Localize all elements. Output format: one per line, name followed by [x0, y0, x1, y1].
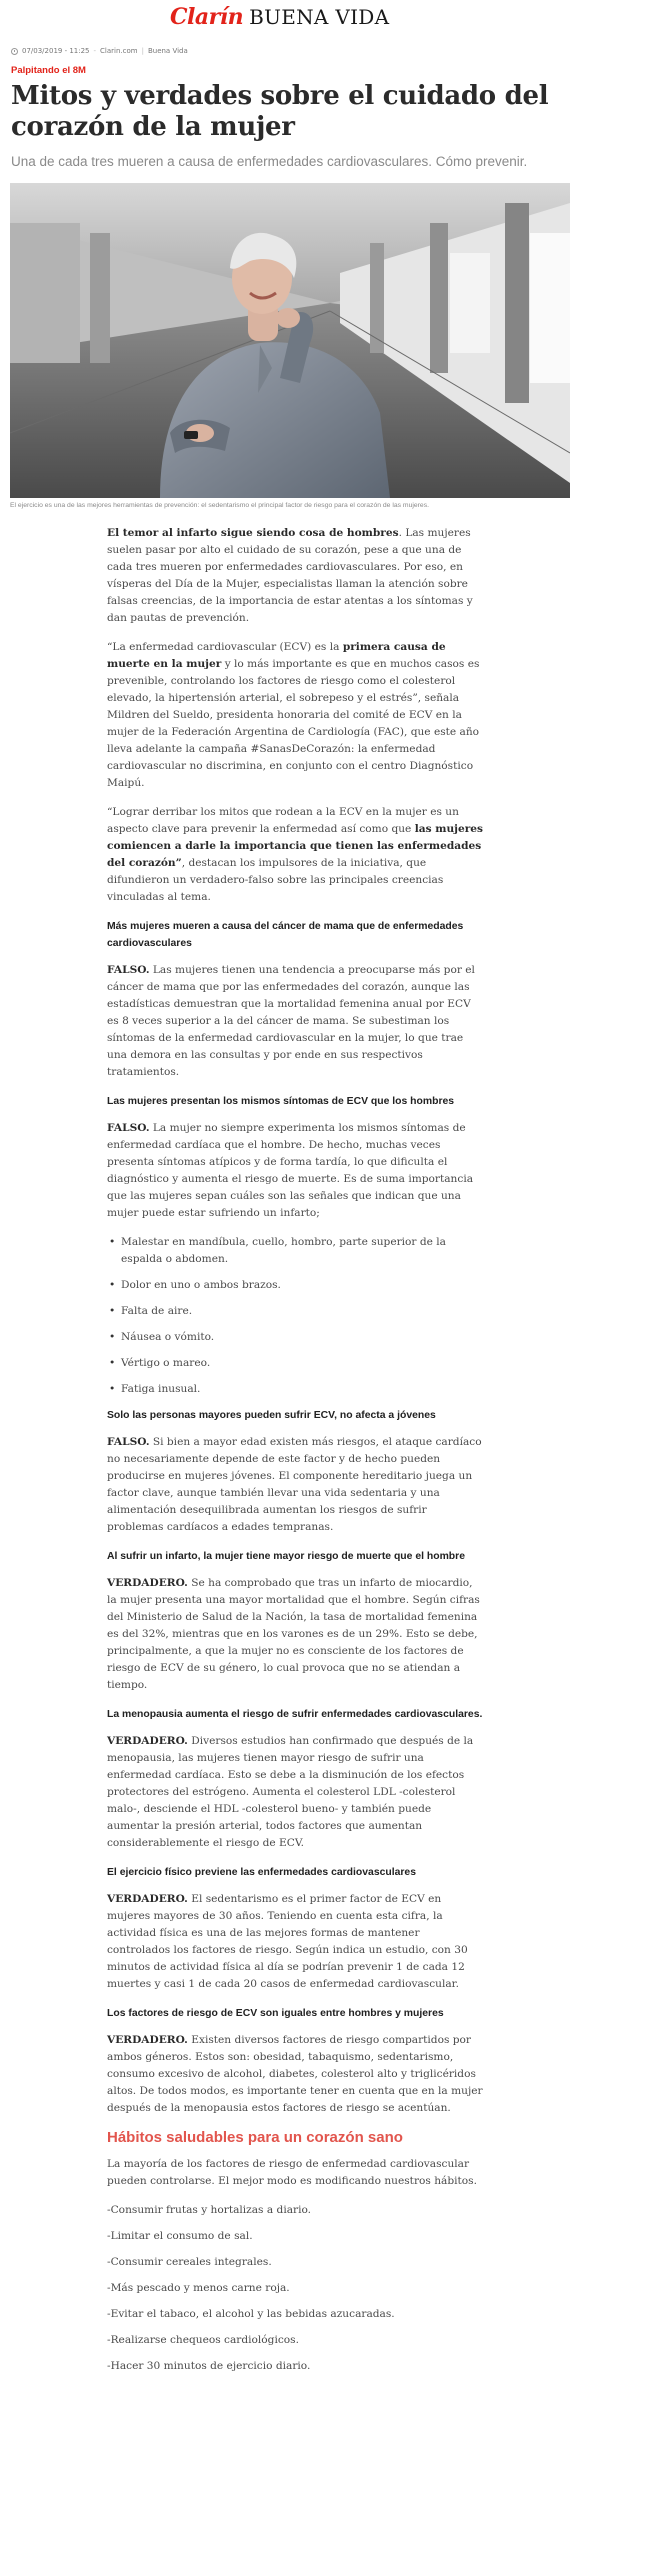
myth-paragraph: VERDADERO. Se ha comprobado que tras un infarto de miocardio, la mujer presenta una mayor mortalidad que el hombre. Según cifras del Ministerio de Salud de la Nación, la tasa de mortalidad femenina es del 32%, mientras que en los varones es de un 29%. Esto se debe, principalmente, a que la mujer no es consciente de los factores de riesgo de ECV de su género, lo cual provoca que no se atiendan a tiempo.: [107, 1577, 480, 1691]
myth-heading: La menopausia aumenta el riesgo de sufrir enfermedades cardiovasculares.: [107, 1709, 483, 1720]
habits-intro: La mayoría de los factores de riesgo de enfermedad cardiovascular pueden controlarse. El mejor modo es modificando nuestros hábitos.: [107, 2158, 477, 2187]
list-item: • Vértigo o mareo.: [107, 1355, 485, 1372]
intro-paragraph-2: “La enfermedad cardiovascular (ECV) es la primera causa de muerte en la mujer y lo más importante es que en muchos casos es prevenible, controlando los factores de riesgo como el colesterol elevado, la hipertensión arterial, el sobrepeso y el estrés”, señala Mildren del Sueldo, presidenta honoraria del comité de ECV en la mujer de la Federación Argentina de Cardiología (FAC), que este año lleva adelante la campaña #SanasDeCorazón: la enfermedad cardiovascular no discrimina, en conjunto con el centro Diagnóstico Maipú.: [107, 641, 480, 789]
clock-icon: [11, 48, 18, 55]
list-item: • Falta de aire.: [107, 1303, 485, 1320]
myth-paragraph: VERDADERO. El sedentarismo es el primer factor de ECV en mujeres mayores de 30 años. Teniendo en cuenta esta cifra, la actividad física es una de las mejores formas de mantener controlados los factores de riesgo. Según indica un estudio, con 30 minutos de actividad física al día se podrían prevenir 1 de cada 12 muertes y casi 1 de cada 20 casos de enfermedad cardiovascular.: [107, 1893, 468, 1990]
myth-paragraph: FALSO. Las mujeres tienen una tendencia a preocuparse más por el cáncer de mama que por las enfermedades del corazón, aunque las estadísticas demuestran que la mortalidad femenina anual por ECV es 8 veces superior a la del cáncer de mama. Se subestiman los síntomas de la enfermedad cardiovascular en la mujer, lo que trae una demora en las consultas y por ende en sus respectivos tratamientos.: [107, 964, 475, 1078]
habits-title: Hábitos saludables para un corazón sano: [107, 2129, 403, 2146]
tip-item: -Más pescado y menos carne roja.: [107, 2282, 290, 2294]
tip-item: -Consumir cereales integrales.: [107, 2256, 272, 2268]
clarin-logo-link[interactable]: [170, 4, 389, 30]
list-item: • Malestar en mandíbula, cuello, hombro, parte superior de la espalda o abdomen.: [107, 1234, 485, 1268]
list-item: • Fatiga inusual.: [107, 1381, 485, 1398]
breadcrumb-section-link[interactable]: Buena Vida: [147, 47, 188, 55]
photo-caption: El ejercicio es una de las mejores herramientas de prevención: el sedentarismo el principal factor de riesgo para el corazón de las mujeres.: [10, 502, 429, 509]
tip-item: -Realizarse chequeos cardiológicos.: [107, 2334, 299, 2346]
list-item: • Dolor en uno o ambos brazos.: [107, 1277, 485, 1294]
myth-heading: El ejercicio físico previene las enfermedades cardiovasculares: [107, 1867, 416, 1878]
habits-tips: [107, 2202, 485, 2375]
clarin-logo: Clarín: [170, 4, 244, 30]
publish-date: 07/03/2019 - 11:25: [22, 47, 90, 55]
myth-heading: Las mujeres presentan los mismos síntomas de ECV que los hombres: [107, 1096, 455, 1107]
myth-heading: Más mujeres mueren a causa del cáncer de mama que de enfermedades cardiovasculares: [107, 921, 464, 949]
masthead: [0, 0, 654, 40]
article-meta: 07/03/2019 - 11:25 - Clarin.com | Buena Vida: [11, 47, 188, 55]
breadcrumb-site-link[interactable]: Clarin.com: [100, 47, 138, 55]
section-logo: BUENA VIDA: [249, 5, 390, 29]
symptoms-list: [107, 1234, 485, 1398]
article-body: [107, 525, 485, 2384]
kicker: Palpitando el 8M: [11, 65, 86, 76]
list-item: • Náusea o vómito.: [107, 1329, 485, 1346]
tip-item: -Hacer 30 minutos de ejercicio diario.: [107, 2360, 311, 2372]
photo-illustration: [10, 183, 570, 498]
subheadline: Una de cada tres mueren a causa de enfermedades cardiovasculares. Cómo prevenir.: [11, 154, 528, 169]
myth-paragraph: VERDADERO. Diversos estudios han confirmado que después de la menopausia, las mujeres tienen mayor riesgo de sufrir una enfermedad cardíaca. Esto se debe a la disminución de los efectos protectores del estrógeno. Aumenta el colesterol LDL -colesterol malo-, desciende el HDL -colesterol bueno- y también puede aumentar la presión arterial, todos factores que aumentan considerablemente el riesgo de ECV.: [107, 1735, 474, 1849]
myth-paragraph: FALSO. La mujer no siempre experimenta los mismos síntomas de enfermedad cardíaca que el hombre. De hecho, muchas veces presenta síntomas atípicos y de forma tardía, lo que dificulta el diagnóstico y aumenta el riesgo de muerte. Es de suma importancia que las mujeres sepan cuáles son las señales que indican que una mujer puede estar sufriendo un infarto;: [107, 1122, 474, 1219]
headline: Mitos y verdades sobre el cuidado del corazón de la mujer: [11, 81, 549, 142]
myth-heading: Los factores de riesgo de ECV son iguales entre hombres y mujeres: [107, 2008, 444, 2019]
tip-item: -Limitar el consumo de sal.: [107, 2230, 253, 2242]
myth-paragraph: FALSO. Si bien a mayor edad existen más riesgos, el ataque cardíaco no necesariamente depende de este factor y de hecho pueden producirse en mujeres jóvenes. El componente hereditario juega un factor clave, aunque también llevar una vida sedentaria y una alimentación desequilibrada aumentan los riesgos de sufrir problemas cardíacos a edades tempranas.: [107, 1436, 482, 1533]
lead-photo[interactable]: [10, 183, 570, 498]
myth-heading: Al sufrir un infarto, la mujer tiene mayor riesgo de muerte que el hombre: [107, 1551, 465, 1562]
tip-item: -Consumir frutas y hortalizas a diario.: [107, 2204, 312, 2216]
myth-heading: Solo las personas mayores pueden sufrir ECV, no afecta a jóvenes: [107, 1410, 436, 1421]
tip-item: -Evitar el tabaco, el alcohol y las bebidas azucaradas.: [107, 2308, 395, 2320]
myth-paragraph: VERDADERO. Existen diversos factores de riesgo compartidos por ambos géneros. Estos son: obesidad, tabaquismo, sedentarismo, consumo excesivo de alcohol, diabetes, colesterol alto y triglicéridos altos. De todos modos, es importante tener en cuenta que en la mujer después de la menopausia estos factores de riesgo se acentúan.: [107, 2034, 483, 2114]
intro-paragraph-3: “Lograr derribar los mitos que rodean a la ECV en la mujer es un aspecto clave para prevenir la enfermedad así como que las mujeres comiencen a darle la importancia que tienen las enfermedades del corazón”, destacan los impulsores de la iniciativa, que difundieron un verdadero-falso sobre las principales creencias vinculadas al tema.: [107, 806, 483, 903]
intro-paragraph-1: El temor al infarto sigue siendo cosa de hombres. Las mujeres suelen pasar por alto el cuidado de su corazón, pese a que una de cada tres mueren por enfermedades cardiovasculares. Por eso, en vísperas del Día de la Mujer, especialistas llaman la atención sobre falsas creencias, de la importancia de estar atentas a los síntomas y dan pautas de prevención.: [107, 527, 473, 624]
